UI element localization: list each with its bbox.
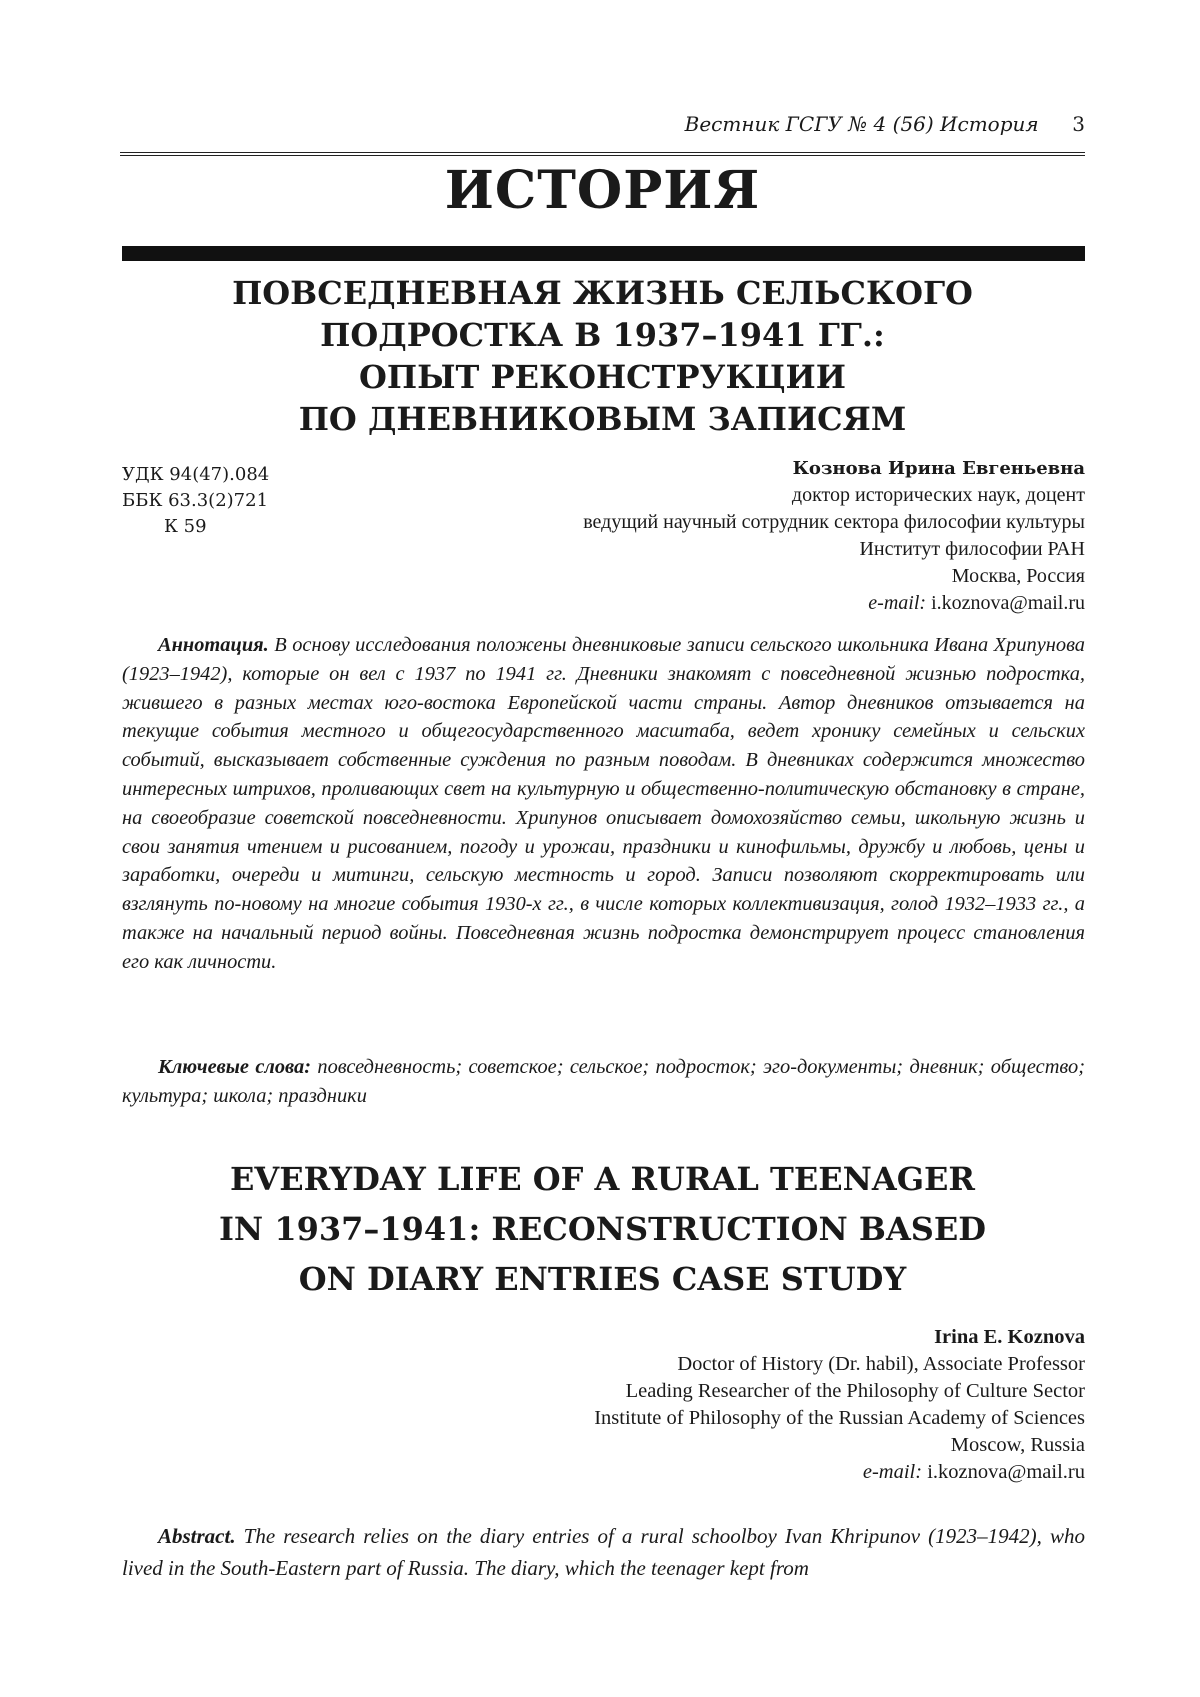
title-line: ON DIARY ENTRIES CASE STUDY [298,1260,907,1298]
page-number: 3 [1072,112,1085,136]
author-city: Москва, Россия [951,565,1085,587]
keywords-label: Ключевые слова: [158,1056,312,1078]
author-city: Moscow, Russia [950,1434,1085,1456]
author-block-ru [583,455,1085,617]
section-title: ИСТОРИЯ [444,160,761,221]
bbk-code: ББК 63.3(2)721 [122,490,269,511]
author-degree: доктор исторических наук, доцент [791,484,1085,506]
keywords-ru [122,1053,1085,1111]
author-mark: К 59 [164,516,207,537]
author-email-line [583,590,1085,617]
header-double-rule [120,152,1085,156]
author-name: Irina E. Koznova [934,1326,1085,1348]
abstract-label: Abstract. [158,1524,236,1548]
title-line: IN 1937–1941: RECONSTRUCTION BASED [218,1210,987,1248]
abstract-text: В основу исследования положены дневниковые записи сельского школьника Ивана Хрипунова (1923–1942), которые он вел с 1937 по 1941 гг. Дневники знакомят с повседневной жизнью подростка, жившего в разных местах юго-востока Европейской части страны. Автор дневников отзывается на текущие события местного и общегосударственного масштаба, ведет хронику семейных и сельских событий, высказывает собственные суждения по разным поводам. В дневниках содержится множество интересных штрихов, проливающих свет на культурную и общественно-политическую обстановку в стране, на своеобразие советской повседневности. Хрипунов описывает домохозяйство семьи, школьную жизнь и свои занятия чтением и рисованием, погоду и урожаи, праздники и кинофильмы, дружбу и любовь, цены и заработки, очереди и митинги, сельскую местность и город. Записи позволяют скорректировать или взглянуть по-новому на многие события 1930-х гг., в числе которых коллективизация, голод 1932–1933 гг., а также на начальный период войны. Повседневная жизнь подростка демонстрирует процесс становления его как личности. [122,634,1085,973]
author-degree: Doctor of History (Dr. habil), Associate Professor [677,1353,1085,1375]
title-line: ПОДРОСТКА В 1937–1941 ГГ.: [320,316,885,354]
email-label: e-mail: [868,592,927,614]
keywords-text: повседневность; советское; сельское; подросток; эго-документы; дневник; общество; культура; школа; праздники [122,1056,1085,1107]
author-block-en [594,1324,1085,1486]
article-title-en [120,1154,1085,1304]
classification-codes [122,462,269,540]
author-email-line [594,1459,1085,1486]
title-line: ПОВСЕДНЕВНАЯ ЖИЗНЬ СЕЛЬСКОГО [232,274,973,312]
email-label: e-mail: [862,1461,923,1483]
journal-name: Вестник ГСГУ № 4 (56) История [684,112,1039,136]
author-name: Кознова Ирина Евгеньевна [792,458,1085,479]
running-header [120,112,1085,136]
abstract-en [122,1520,1085,1584]
author-position: Leading Researcher of the Philosophy of Culture Sector [625,1380,1085,1402]
abstract-ru [122,631,1085,977]
author-institution: Институт философии РАН [859,538,1085,560]
title-line: EVERYDAY LIFE OF A RURAL TEENAGER [230,1160,975,1198]
abstract-text: The research relies on the diary entries of a rural schoolboy Ivan Khripunov (1923–1942), who lived in the South-Eastern part of Russia. The diary, which the teenager kept from [122,1524,1085,1580]
section-divider [122,246,1085,261]
title-line: ПО ДНЕВНИКОВЫМ ЗАПИСЯМ [298,400,907,438]
email-link[interactable]: i.koznova@mail.ru [931,592,1085,614]
abstract-label: Аннотация. [158,634,269,656]
udk-code: УДК 94(47).084 [122,464,270,485]
email-link[interactable]: i.koznova@mail.ru [927,1461,1085,1483]
article-title-ru [120,272,1085,440]
author-institution: Institute of Philosophy of the Russian Academy of Sciences [594,1407,1085,1429]
author-position: ведущий научный сотрудник сектора философии культуры [583,511,1085,533]
title-line: ОПЫТ РЕКОНСТРУКЦИИ [359,358,846,396]
